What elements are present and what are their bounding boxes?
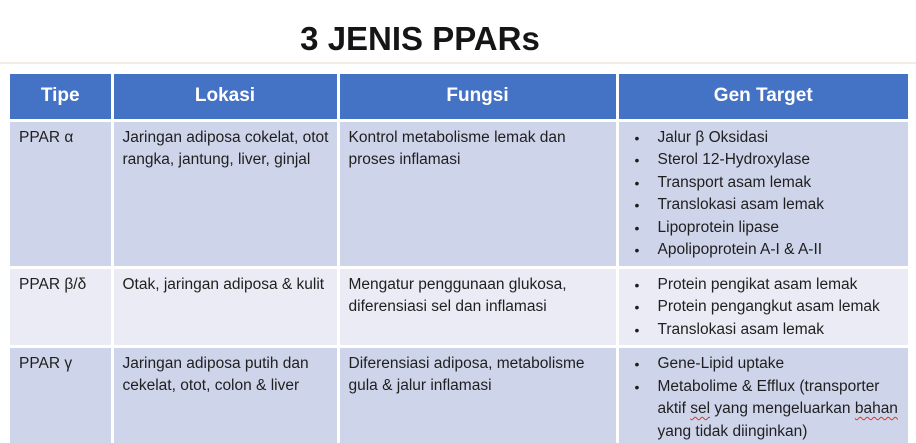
gen-target-cell (617, 267, 908, 347)
fungsi-cell: Kontrol metabolisme lemak dan proses inflamasi (338, 120, 617, 267)
lokasi-cell: Jaringan adiposa cokelat, otot rangka, jantung, liver, ginjal (112, 120, 338, 267)
bullet-icon: • (634, 174, 640, 191)
bullet-icon: • (634, 197, 640, 213)
gen-target-bullet (628, 127, 901, 150)
tipe-cell: PPAR β/δ (10, 267, 112, 347)
gen-target-bullet-text: Gene-Lipid uptake (657, 355, 785, 372)
gen-target-bullet (628, 353, 901, 376)
title-container (0, 20, 840, 58)
header-cell-gen-target: Gen Target (617, 74, 908, 120)
gen-target-bullet-list (628, 127, 901, 262)
gen-target-bullet (628, 296, 901, 319)
bullet-icon: • (634, 378, 640, 395)
bullet-icon: • (634, 356, 640, 372)
gen-target-bullet-text: Metabolime & Efflux (transporter aktif sel yang mengeluarkan bahan yang tidak diinginkan) (657, 377, 898, 440)
gen-target-bullet-text: Sterol 12-Hydroxylase (657, 151, 810, 168)
gen-target-bullet-list (628, 353, 901, 443)
gen-target-cell (617, 120, 908, 267)
header-cell-lokasi: Lokasi (112, 74, 338, 120)
gen-target-bullet (628, 217, 901, 240)
bullet-icon: • (634, 219, 640, 236)
bullet-icon: • (634, 242, 640, 258)
fungsi-cell: Mengatur penggunaan glukosa, diferensiasi sel dan inflamasi (338, 267, 617, 347)
table-row (10, 347, 908, 443)
header-row (10, 74, 908, 120)
gen-target-bullet-text: Protein pengikat asam lemak (657, 275, 858, 293)
header-cell-fungsi: Fungsi (338, 74, 617, 120)
gen-target-bullet (628, 194, 901, 217)
bullet-icon: • (634, 129, 640, 146)
gen-target-bullet (628, 274, 901, 297)
tipe-cell: PPAR γ (10, 347, 112, 443)
gen-target-bullet-text: Translokasi asam lemak (657, 196, 825, 213)
gen-target-bullet (628, 239, 901, 262)
gen-target-bullet (628, 319, 901, 342)
gen-target-bullet (628, 149, 901, 172)
gen-target-cell (617, 347, 908, 443)
gen-target-bullet-text: Translokasi asam lemak (657, 320, 825, 338)
table-row (10, 120, 908, 267)
gen-target-bullet-text: Apolipoprotein A-I & A-II (657, 241, 823, 258)
gen-target-bullet-text: Lipoprotein lipase (657, 218, 780, 236)
bullet-icon: • (634, 276, 640, 293)
gen-target-bullet-text: Transport asam lemak (657, 173, 812, 191)
gen-target-bullet (628, 172, 901, 195)
gen-target-bullet-list (628, 274, 901, 342)
table-row (10, 267, 908, 347)
page-title: 3 JENIS PPARs (300, 20, 540, 57)
divider-line (0, 62, 916, 64)
lokasi-cell: Otak, jaringan adiposa & kulit (112, 267, 338, 347)
bullet-icon: • (634, 299, 640, 315)
table-body (10, 120, 908, 443)
bullet-icon: • (634, 321, 640, 338)
tipe-cell: PPAR α (10, 120, 112, 267)
fungsi-cell: Diferensiasi adiposa, metabolisme gula & jalur inflamasi (338, 347, 617, 443)
gen-target-bullet (628, 376, 901, 443)
gen-target-bullet-text: Protein pengangkut asam lemak (657, 298, 880, 315)
ppar-types-table (10, 74, 908, 443)
bullet-icon: • (634, 152, 640, 168)
gen-target-bullet-text: Jalur β Oksidasi (657, 128, 769, 146)
header-cell-tipe: Tipe (10, 74, 112, 120)
lokasi-cell: Jaringan adiposa putih dan cekelat, otot, colon & liver (112, 347, 338, 443)
